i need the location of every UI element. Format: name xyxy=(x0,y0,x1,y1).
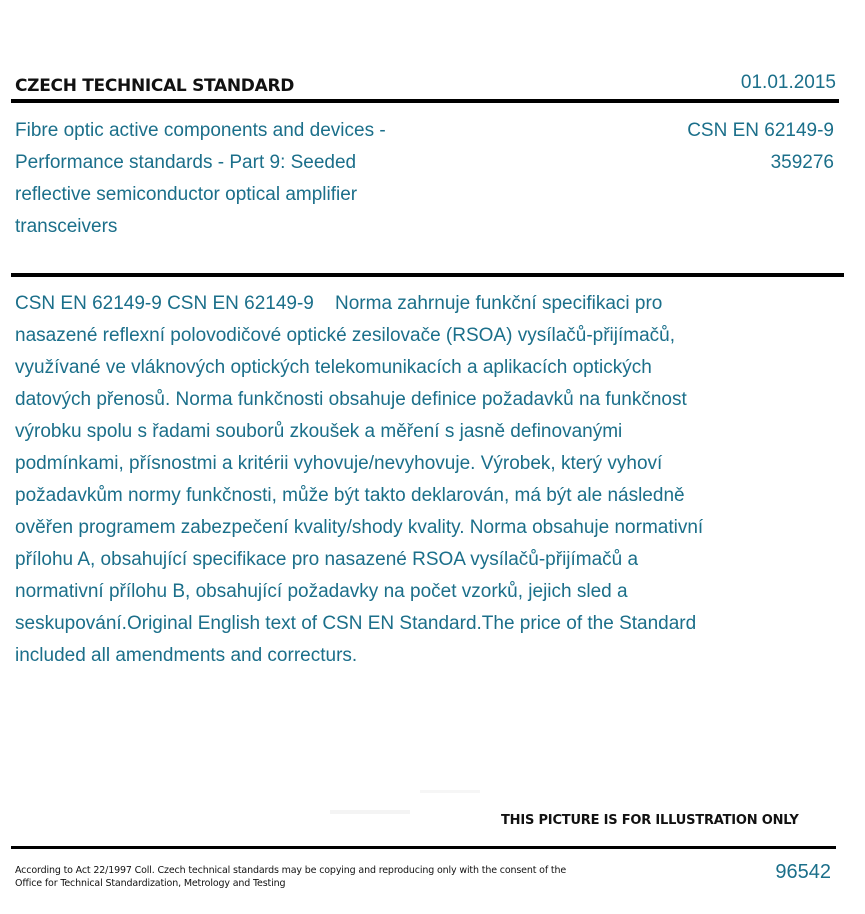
annotation-lead: CSN EN 62149-9 CSN EN 62149-9 xyxy=(15,293,335,314)
document-identifiers xyxy=(687,115,834,179)
footer-divider xyxy=(11,846,836,849)
copyright-notice: According to Act 22/1997 Coll. Czech technical standards may be copying and reproducing only with the consent of the Office for Technical Standardization, Metrology and Testing xyxy=(15,865,567,889)
header-divider xyxy=(11,99,839,103)
standard-type-heading: CZECH TECHNICAL STANDARD xyxy=(15,76,295,96)
standard-annotation xyxy=(15,288,715,672)
catalog-number: 359276 xyxy=(770,152,834,173)
illustration-disclaimer: THIS PICTURE IS FOR ILLUSTRATION ONLY xyxy=(501,813,799,828)
document-id: 96542 xyxy=(775,861,831,883)
annotation-text: Norma zahrnuje funkční specifikaci pro nasazené reflexní polovodičové optické zesilovače (RSOA) vysílačů-přijímačů, využívané ve vláknových optických telekomunikacích a aplikacích optických datových přenosů. Norma funkčnosti obsahuje definice požadavků na funkčnost výrobku spolu s řadami souborů zkoušek a měření s jasně definovanými podmínkami, přísnostmi a kritérii vyhovuje/nevyhovuje. Výrobek, který vyhoví požadavkům normy funkčnosti, může být takto deklarován, má být ale následně ověřen programem zabezpečení kvality/shody kvality. Norma obsahuje normativní přílohu A, obsahující specifikace pro nasazené RSOA vysílačů-přijímačů a normativní přílohu B, obsahující požadavky na počet vzorků, jejich sled a seskupování.Original English text of CSN EN Standard.The price of the Standard included all amendments and correcturs. xyxy=(15,293,704,666)
document-title: Fibre optic active components and devices - Performance standards - Part 9: Seeded reflective semiconductor optical amplifier transceivers xyxy=(15,120,386,237)
publication-date: 01.01.2015 xyxy=(740,72,836,93)
title-divider xyxy=(11,273,844,277)
standard-code: CSN EN 62149-9 xyxy=(687,120,834,141)
